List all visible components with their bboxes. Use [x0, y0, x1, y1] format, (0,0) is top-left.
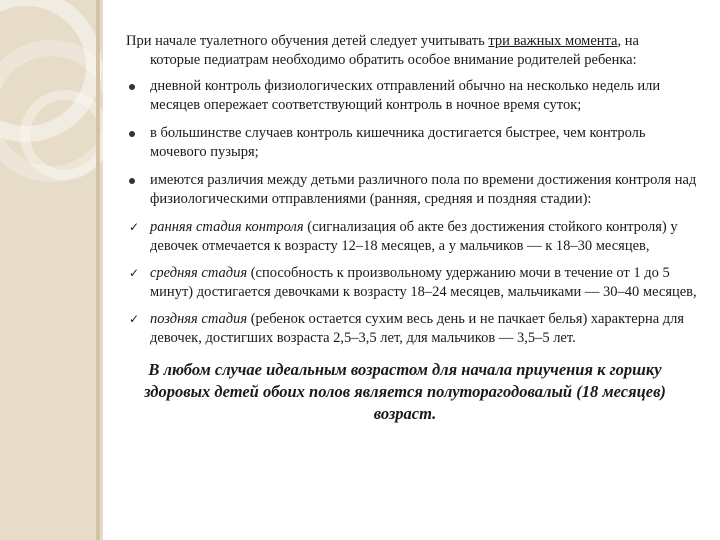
decorative-ring	[20, 90, 103, 180]
stage-title: средняя стадия	[150, 265, 248, 281]
intro-underlined-phrase: три важных момента	[488, 33, 618, 49]
stage-text: (сигнализация об акте без достижения стойкого контроля) у девочек отмечается к возрасту 12–18 месяцев, а у мальчиков — к 18–30 месяцев,	[150, 219, 678, 254]
stage-item	[126, 218, 704, 255]
slide-content	[126, 32, 704, 425]
bullet-item	[126, 171, 704, 208]
stage-item	[126, 264, 704, 301]
bullet-dot-icon	[129, 124, 143, 143]
bullet-dot-icon	[129, 171, 143, 190]
bullet-text: дневной контроль физиологических отправлений обычно на несколько недель или месяцев опережает соответствующий контроль в ночное время суток;	[150, 78, 661, 113]
intro-text-end: , на	[617, 33, 639, 49]
stage-title: поздняя стадия	[150, 311, 248, 327]
checkmark-icon: ✓	[129, 312, 140, 326]
checkmark-icon: ✓	[129, 266, 140, 280]
stage-text: (способность к произвольному удержанию мочи в течение от 1 до 5 минут) достигается девочками к возрасту 18–24 месяцев, мальчиками — 30–40 месяцев,	[150, 265, 697, 300]
bullet-dot-icon	[129, 77, 143, 96]
stage-title: ранняя стадия контроля	[150, 219, 304, 235]
intro-text-start: При начале туалетного обучения детей следует учитывать	[126, 33, 489, 49]
stage-text: (ребенок остается сухим весь день и не пачкает белья) характерна для девочек, достигших возраста 2,5–3,5 лет, для мальчиков — 3,5–5 лет.	[150, 311, 685, 346]
decorative-sidebar	[0, 0, 103, 540]
bullet-item	[126, 124, 704, 161]
sidebar-stripe	[96, 0, 100, 540]
bullet-text: имеются различия между детьми различного пола по времени достижения контроля над физиологическими отправлениями (ранняя, средняя и поздняя стадии):	[150, 172, 697, 207]
intro-text-line2: которые педиатрам необходимо обратить особое внимание родителей ребенка:	[150, 51, 637, 68]
conclusion-text: В любом случае идеальным возрастом для начала приучения к горшку здоровых детей обоих полов является полуторагодовалый (18 месяцев) возраст.	[144, 360, 666, 423]
stage-item	[126, 310, 704, 347]
bullet-text: в большинстве случаев контроль кишечника достигается быстрее, чем контроль мочевого пузыря;	[150, 125, 646, 160]
bullet-item	[126, 77, 704, 114]
intro-paragraph	[126, 32, 704, 69]
checkmark-icon: ✓	[129, 220, 140, 234]
